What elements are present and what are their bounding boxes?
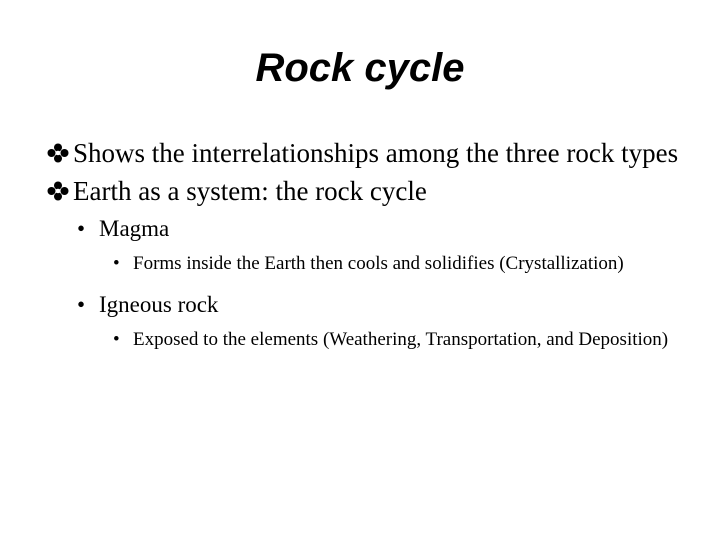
sub-sub-item xyxy=(47,251,687,276)
bullet-dot: • xyxy=(77,292,86,317)
bullet-dot: • xyxy=(113,253,120,274)
sub-item-label: Igneous rock xyxy=(99,292,219,317)
slide-content xyxy=(47,136,687,366)
sub-sub-item-text: Forms inside the Earth then cools and solidifies (Crystallization) xyxy=(133,253,624,274)
sub-item-label: Magma xyxy=(99,216,170,241)
bullet-item xyxy=(47,174,687,208)
bullet-text: Earth as a system: the rock cycle xyxy=(73,176,427,206)
slide-title: Rock cycle xyxy=(255,46,465,90)
diamond-bullet-icon xyxy=(47,181,69,201)
bullet-text: Shows the interrelationships among the three rock types xyxy=(73,138,679,168)
bullet-item xyxy=(47,136,687,170)
sub-sub-item xyxy=(47,327,687,352)
diamond-bullet-icon xyxy=(47,143,69,163)
sub-item xyxy=(47,290,687,319)
sub-item xyxy=(47,214,687,243)
sub-sub-item-text: Exposed to the elements (Weathering, Transportation, and Deposition) xyxy=(133,329,669,350)
bullet-dot: • xyxy=(113,329,120,350)
bullet-dot: • xyxy=(77,216,86,241)
